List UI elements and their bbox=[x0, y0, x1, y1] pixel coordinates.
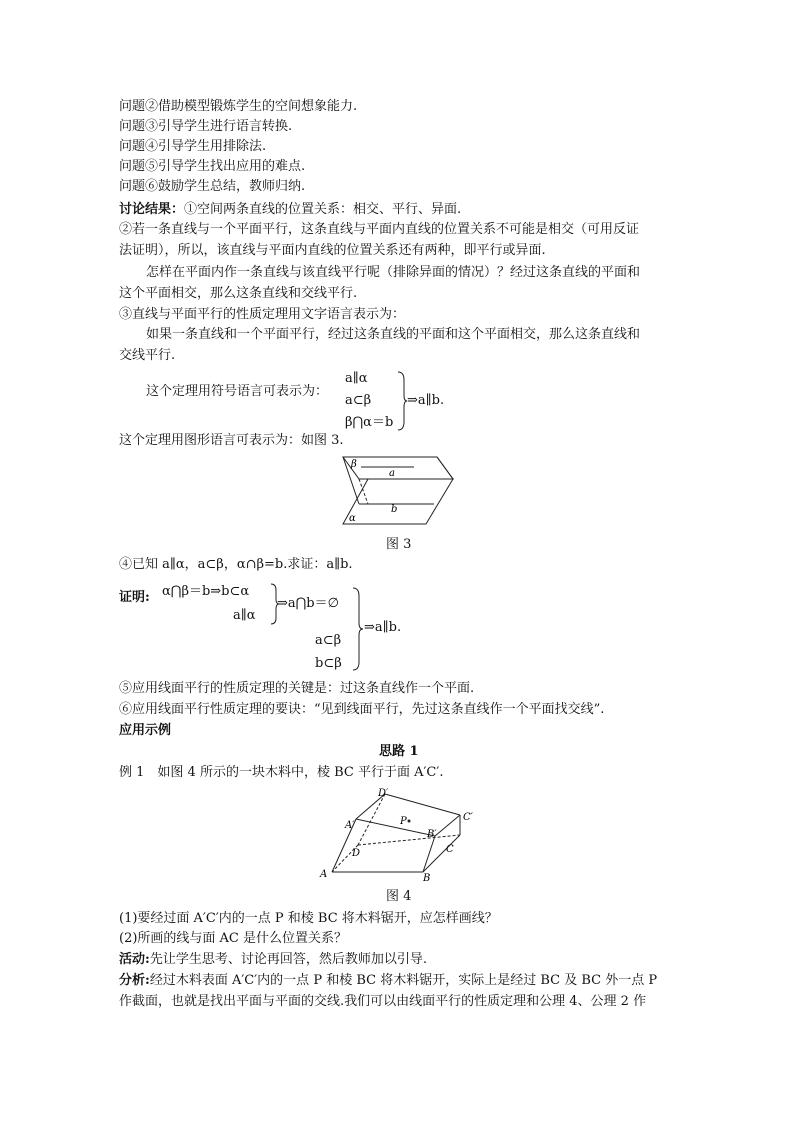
result-2-line-c: 怎样在平面内作一条直线与该直线平行呢（排除异面的情况）？经过这条直线的平面和 bbox=[146, 265, 641, 280]
fig4-caption: 图 4 bbox=[386, 889, 412, 904]
analysis-line-b: 作截面，也就是找出平面与平面的交线.我们可以由线面平行的性质定理和公理 4、公理 2 作 bbox=[119, 994, 647, 1009]
label-B: B bbox=[423, 873, 431, 884]
symbol-line-3: β⋂α＝b bbox=[345, 415, 394, 430]
proof-result: ⇒a∥b. bbox=[364, 620, 402, 635]
result-2-line-d: 这个平面相交，那么这条直线和交线平行. bbox=[119, 286, 358, 301]
proof-line-4: a⊂β bbox=[315, 633, 342, 648]
proof-line-2: a∥α bbox=[233, 608, 256, 623]
fig3-caption: 图 3 bbox=[386, 537, 412, 552]
idea-heading: 思路 1 bbox=[379, 744, 419, 759]
proof-line-1: α⋂β＝b⇒b⊂α bbox=[162, 584, 250, 599]
activity-text: 先让学生思考、讨论再回答，然后教师加以引导. bbox=[149, 952, 427, 967]
proof-label: 证明: bbox=[119, 590, 150, 605]
section-heading: 应用示例 bbox=[119, 723, 172, 738]
label-P: P bbox=[400, 816, 407, 827]
activity bbox=[119, 951, 427, 969]
analysis bbox=[119, 972, 657, 990]
result-6: ⑥应用线面平行性质定理的要诀：“见到线面平行，先过这条直线作一个平面找交线”. bbox=[119, 702, 605, 717]
figure-3 bbox=[342, 455, 454, 529]
result-3-line-c: 交线平行. bbox=[119, 348, 176, 363]
label-A: A bbox=[320, 869, 328, 880]
question-2: 问题②借助模型锻炼学生的空间想象能力. bbox=[119, 99, 358, 114]
result-label: 讨论结果： bbox=[119, 202, 185, 217]
example-1-question-1: (1)要经过面 A′C′内的一点 P 和棱 BC 将木料锯开，应怎样画线？ bbox=[119, 911, 498, 926]
question-6: 问题⑥鼓励学生总结，教师归纳. bbox=[119, 179, 306, 194]
label-D: D bbox=[352, 848, 361, 859]
label-D1: D′ bbox=[378, 788, 389, 799]
label-C1: C′ bbox=[463, 812, 473, 823]
proof-line-3: ⇒a⋂b＝∅ bbox=[277, 596, 339, 611]
activity-label: 活动: bbox=[119, 952, 150, 967]
symbol-result: ⇒a∥b. bbox=[407, 393, 445, 408]
label-a: a bbox=[389, 468, 395, 479]
label-alpha: α bbox=[349, 513, 356, 524]
symbol-intro: 这个定理用符号语言可表示为： bbox=[146, 384, 329, 399]
symbol-line-2: a⊂β bbox=[345, 393, 372, 408]
question-3: 问题③引导学生进行语言转换. bbox=[119, 119, 293, 134]
analysis-label: 分析: bbox=[119, 973, 150, 988]
question-5: 问题⑤引导学生找出应用的难点. bbox=[119, 159, 306, 174]
result-3-line-a: ③直线与平面平行的性质定理用文字语言表示为： bbox=[119, 307, 406, 322]
label-B1: B′ bbox=[427, 829, 437, 840]
graph-intro: 这个定理用图形语言可表示为：如图 3. bbox=[119, 433, 344, 448]
point-p bbox=[408, 820, 411, 823]
example-1: 例 1 如图 4 所示的一块木料中，棱 BC 平行于面 A′C′. bbox=[119, 765, 444, 780]
result-3-line-b: 如果一条直线和一个平面平行，经过这条直线的平面和这个平面相交，那么这条直线和 bbox=[146, 327, 641, 342]
analysis-text: 经过木料表面 A′C′内的一点 P 和棱 BC 将木料锯开，实际上是经过 BC 及 BC 外一点 P bbox=[149, 973, 658, 988]
symbol-line-1: a∥α bbox=[345, 371, 368, 386]
result-2-line-a: ②若一条直线与一个平面平行，这条直线与平面内直线的位置关系不可能是相交（可用反证 bbox=[119, 222, 640, 237]
proof-line-5: b⊂β bbox=[315, 656, 342, 671]
result-4: ④已知 a∥α，a⊂β，α∩β=b.求证：a∥b. bbox=[119, 557, 353, 572]
discussion-result bbox=[119, 201, 461, 219]
label-C: C bbox=[446, 844, 454, 855]
question-4: 问题④引导学生用排除法. bbox=[119, 139, 267, 154]
plane-alpha bbox=[343, 479, 453, 524]
result-2-line-b: 法证明），所以，该直线与平面内直线的位置关系还有两种，即平行或异面. bbox=[119, 243, 546, 258]
label-A1: A′ bbox=[345, 820, 355, 831]
example-1-question-2: (2)所画的线与面 AC 是什么位置关系？ bbox=[119, 931, 348, 946]
result-text: ①空间两条直线的位置关系：相交、平行、异面. bbox=[184, 202, 462, 217]
result-5: ⑤应用线面平行的性质定理的关键是：过这条直线作一个平面. bbox=[119, 681, 475, 696]
figure-4 bbox=[316, 785, 486, 885]
plane-beta-top bbox=[343, 457, 453, 479]
proof-brace-2 bbox=[352, 586, 364, 672]
label-beta: β bbox=[351, 459, 357, 470]
label-b: b bbox=[391, 504, 398, 515]
